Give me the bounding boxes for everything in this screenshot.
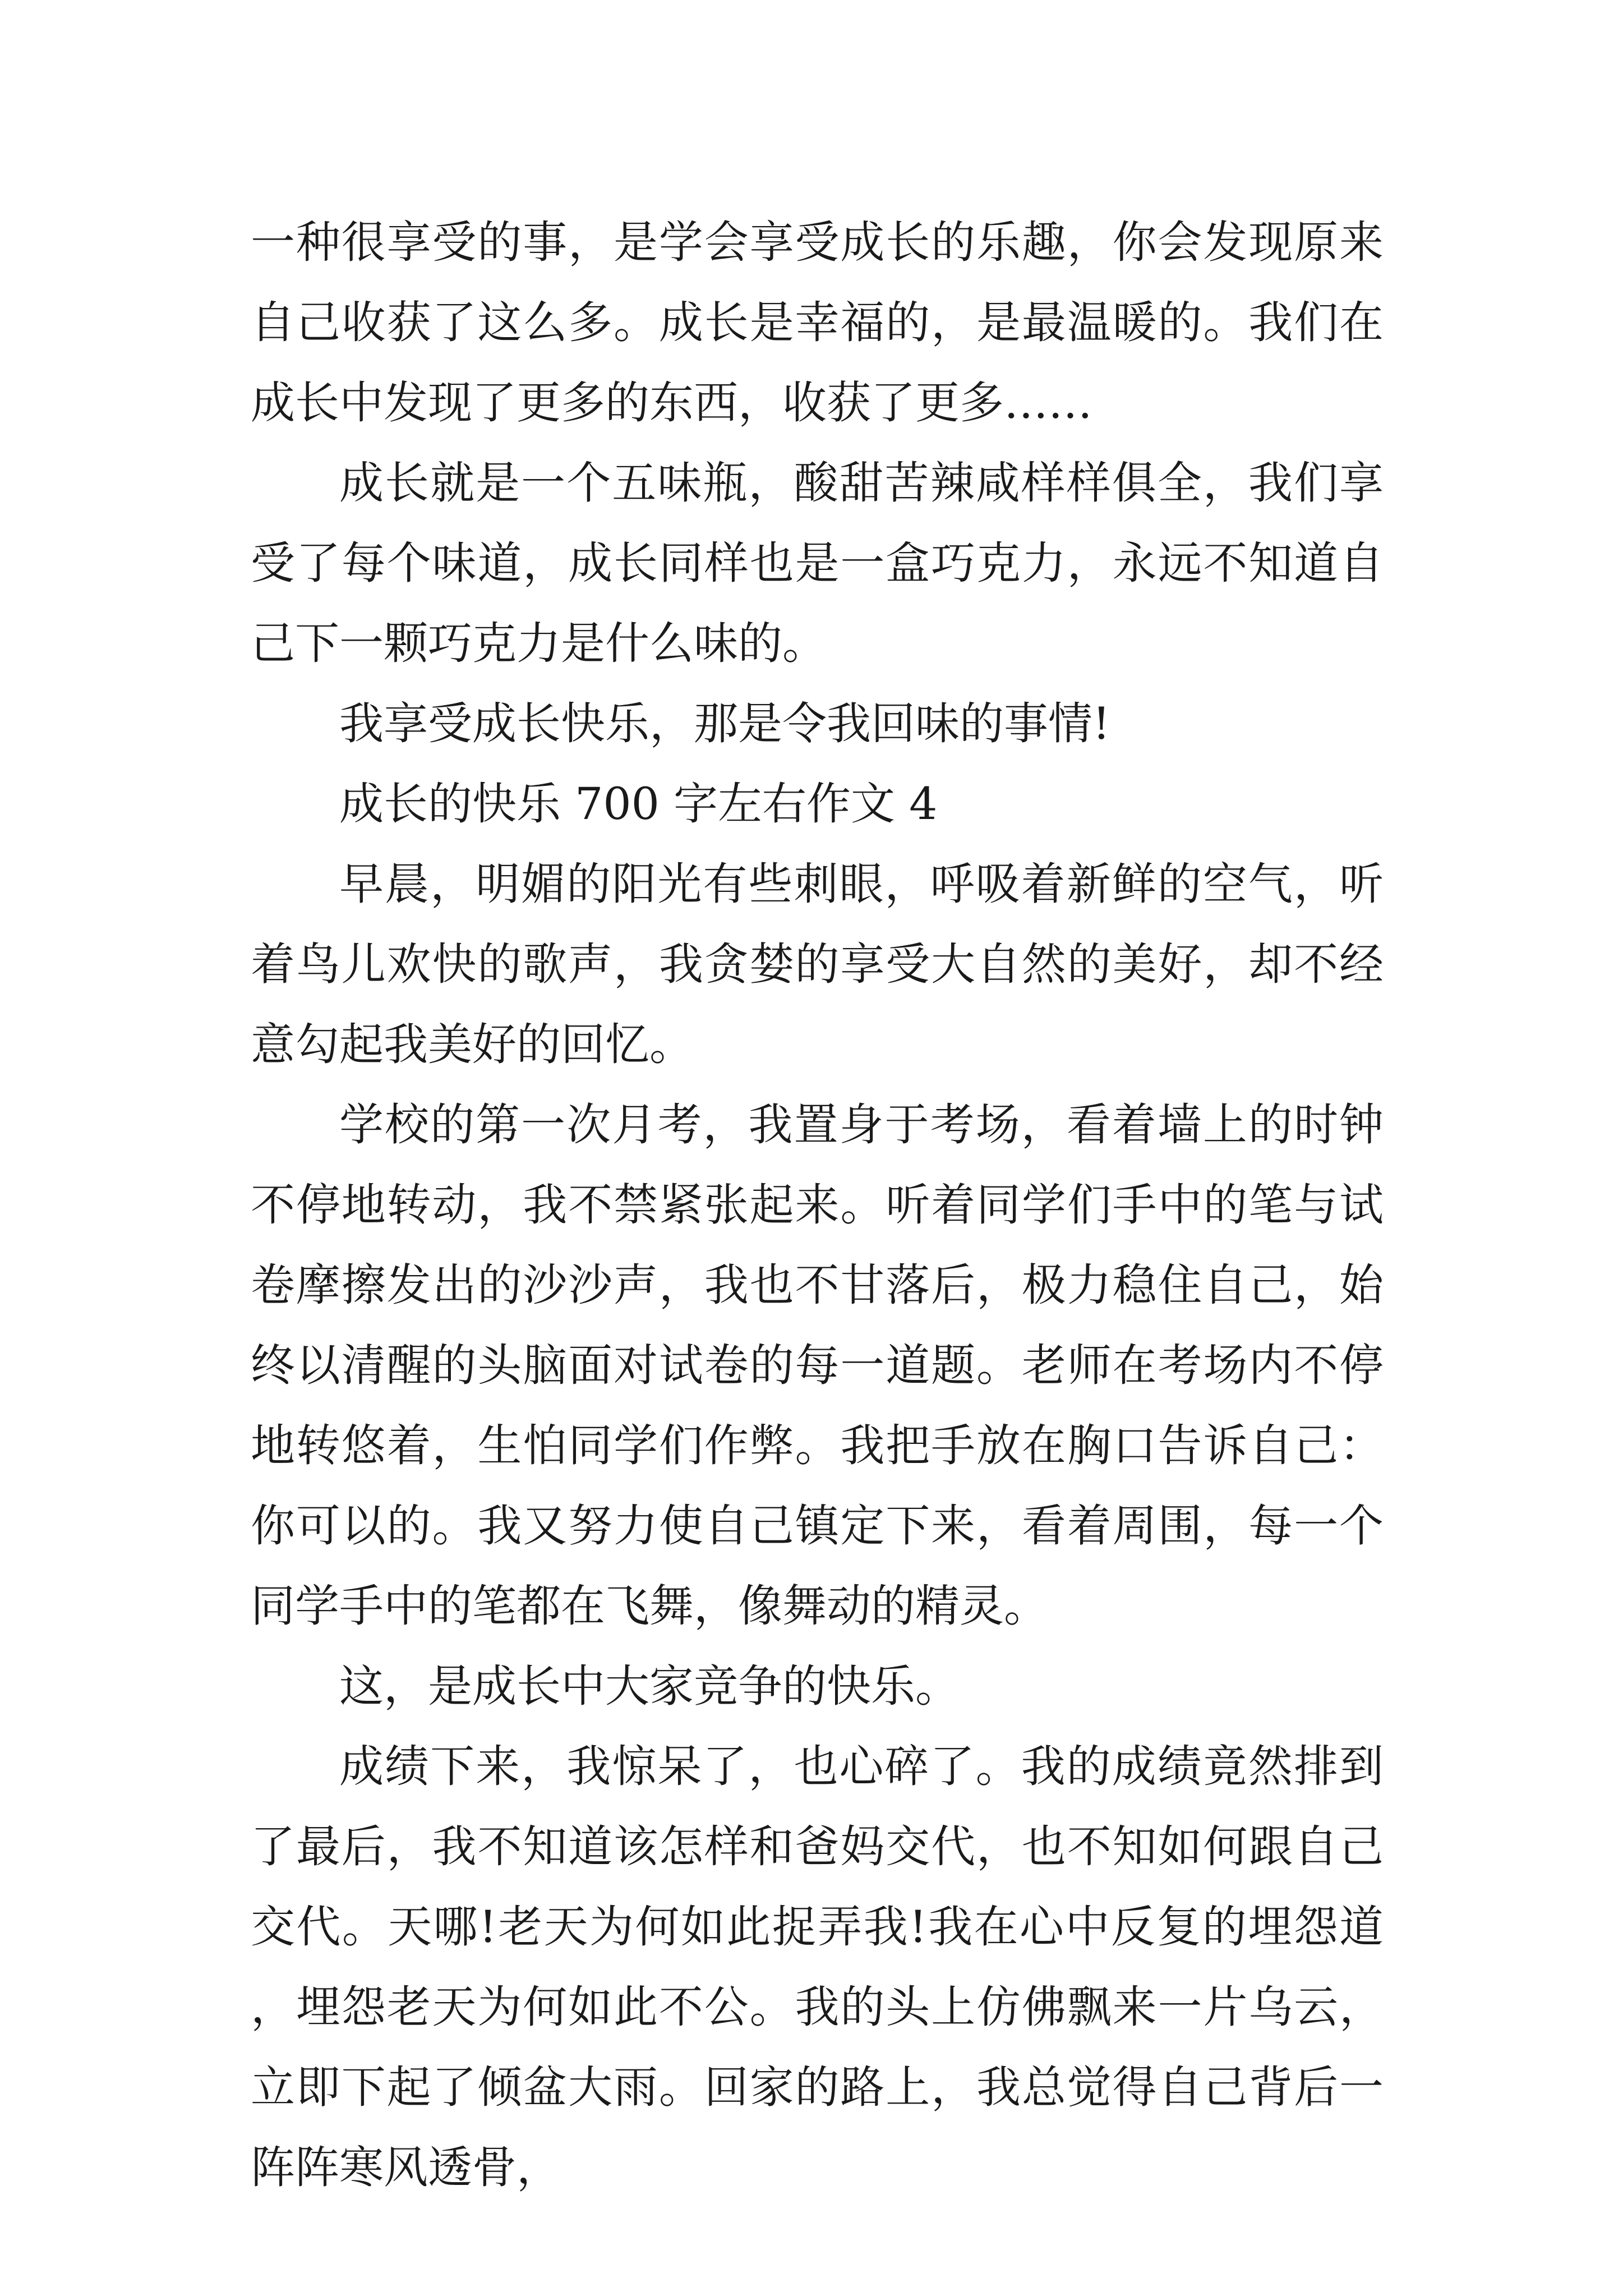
paragraph-6: 学校的第一次月考，我置身于考场，看着墙上的时钟不停地转动，我不禁紧张起来。听着同学们手中的笔与试卷摩擦发出的沙沙声，我也不甘落后，极力稳住自己，始终以清醒的头脑面对试卷的每一道题。老师在考场内不停地转悠着，生怕同学们作弊。我把手放在胸口告诉自己：你可以的。我又努力使自己镇定下来，看着周围，每一个同学手中的笔都在飞舞，像舞动的精灵。 — [251, 1099, 1384, 1632]
paragraph-7: 这，是成长中大家竞争的快乐。 — [339, 1660, 960, 1712]
paragraph-3: 我享受成长快乐，那是令我回味的事情! — [339, 698, 1110, 749]
paragraph-5: 早晨，明媚的阳光有些刺眼，呼吸着新鲜的空气，听着鸟儿欢快的歌声，我贪婪的享受大自然的美好，却不经意勾起我美好的回忆。 — [251, 858, 1384, 1070]
paragraph-2: 成长就是一个五味瓶，酸甜苦辣咸样样俱全，我们享受了每个味道，成长同样也是一盒巧克力，永远不知道自己下一颗巧克力是什么味的。 — [251, 457, 1384, 669]
essay-body — [251, 203, 1384, 2208]
essay-heading: 成长的快乐 700 字左右作文 4 — [339, 778, 938, 830]
paragraph-8: 成绩下来，我惊呆了，也心碎了。我的成绩竟然排到了最后，我不知道该怎样和爸妈交代，也不知如何跟自己交代。天哪!老天为何如此捉弄我!我在心中反复的埋怨道，埋怨老天为何如此不公。我的头上仿佛飘来一片乌云，立即下起了倾盆大雨。回家的路上，我总觉得自己背后一阵阵寒风透骨， — [251, 1741, 1384, 2193]
paragraph-1: 一种很享受的事，是学会享受成长的乐趣，你会发现原来自己收获了这么多。成长是幸福的，是最温暖的。我们在成长中发现了更多的东西，收获了更多…… — [251, 217, 1384, 429]
